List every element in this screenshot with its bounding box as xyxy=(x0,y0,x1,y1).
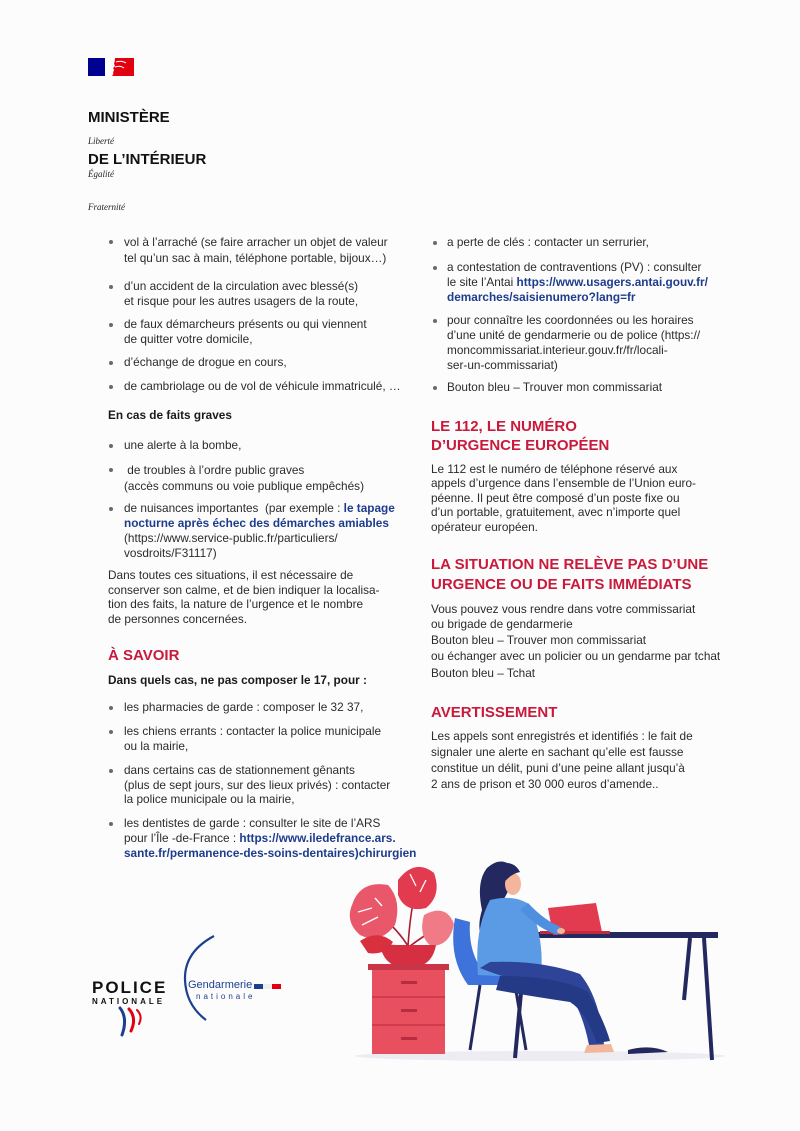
plant-icon xyxy=(350,867,454,954)
list-item-text: une alerte à la bombe, xyxy=(124,438,242,452)
list-item-lost-keys xyxy=(432,235,649,250)
bullet-icon xyxy=(433,319,437,323)
non-urgent-line-1: Vous pouvez vous rendre dans votre commissariat ou brigade de gendarmerie xyxy=(431,602,696,631)
list-item-text: vol à l’arraché (se faire arracher un objet de valeur tel qu’un sac à main, téléphone portable, bijoux…) xyxy=(124,235,388,265)
list-item-text: a perte de clés : contacter un serrurier, xyxy=(447,235,649,249)
list-item-text: de cambriolage ou de vol de véhicule immatriculé, … xyxy=(124,379,401,393)
gendarmerie-logo-line-2: nationale xyxy=(196,992,256,1001)
list-item-text: les chiens errants : contacter la police municipale ou la mairie, xyxy=(124,724,382,753)
list-item-text: de faux démarcheurs présents ou qui viennent de quitter votre domicile, xyxy=(124,317,367,346)
bullet-icon xyxy=(433,241,437,245)
dentists-link[interactable]: https://www.iledefrance.ars. sante.fr/permanence-des-soins-dentaires)chirurgien xyxy=(124,831,417,860)
marianne-logo xyxy=(88,57,134,78)
list-item-text: pour connaître les coordonnées ou les horaires d’une unité de gendarmerie ou de police (https:// moncommissariat.interieur.gouv.fr/fr/locali- ser-un-commissariat) xyxy=(447,313,701,372)
bullet-icon xyxy=(109,706,113,710)
police-nationale-logo xyxy=(92,979,167,1007)
tricolor-flag-icon xyxy=(254,984,281,989)
police-logo-line-1: POLICE xyxy=(92,978,168,997)
list-item-text: Bouton bleu – Trouver mon commissariat xyxy=(447,380,663,394)
republic-motto xyxy=(88,114,125,224)
a-savoir-heading: À SAVOIR xyxy=(108,647,180,664)
list-item-contacts xyxy=(432,313,700,373)
list-item-parking xyxy=(108,763,390,807)
list-item-drug-exchange xyxy=(108,355,287,370)
list-item-stray-dogs xyxy=(108,724,381,754)
list-item-text: d’un accident de la circulation avec blessé(s) et risque pour les autres usagers de la route, xyxy=(124,279,359,308)
motto-liberte: Liberté xyxy=(88,136,114,146)
police-logo-line-2: NATIONALE xyxy=(92,997,166,1006)
list-item-text: de troubles à l’ordre public graves (accès communs ou voie publique empêchés) xyxy=(124,463,364,493)
section-112-heading: LE 112, LE NUMÉRO D’URGENCE EUROPÉEN xyxy=(431,418,610,454)
ministry-line-1: MINISTÈRE xyxy=(88,109,170,126)
list-item-snatch-theft xyxy=(108,234,388,266)
bullet-icon xyxy=(109,822,113,826)
bullet-icon xyxy=(109,361,113,365)
warning-body: Les appels sont enregistrés et identifiés : le fait de signaler une alerte en sachant qu’elle est fausse constitue un délit, puni d’une peine allant jusqu’à 2 ans de prison et 30 000 euros d’amende.. xyxy=(431,729,693,791)
list-item-text xyxy=(447,260,708,305)
list-item-fines xyxy=(432,260,708,305)
gendarmerie-nationale-logo xyxy=(188,979,255,1002)
nuisance-highlight: le tapage nocturne après échec des démarches amiables xyxy=(124,501,395,530)
list-item-burglary xyxy=(108,379,401,394)
a-savoir-intro: Dans quels cas, ne pas composer le 17, pour : xyxy=(108,673,367,687)
nuisance-url: (https://www.service-public.fr/particuliers/ vosdroits/F31117) xyxy=(124,531,338,560)
bullet-icon xyxy=(109,507,113,511)
list-item-text: dans certains cas de stationnement gênants (plus de sept jours, sur des lieux privés) : contacter la police municipale ou la mairie, xyxy=(124,763,391,807)
antai-link[interactable]: https://www.usagers.antai.gouv.fr/ demarches/saisienumero?lang=fr xyxy=(447,275,708,304)
list-item-text xyxy=(124,501,395,561)
bullet-icon xyxy=(109,285,113,289)
list-item-public-order xyxy=(108,462,364,494)
non-urgent-line-2: ou échanger avec un policier ou un gendarme par tchat xyxy=(431,649,721,663)
section-112-body: Le 112 est le numéro de téléphone réservé aux appels d’urgence dans l’ensemble de l’Union euro- péenne. Il peut être composé d’un poste fixe ou d’un portable, gratuitement, avec n’importe quel opérateur européen. xyxy=(431,462,696,534)
gendarmerie-logo-line-1: Gendarmerie xyxy=(188,979,253,991)
serious-facts-heading: En cas de faits graves xyxy=(108,408,232,422)
gendarmerie-arc-icon xyxy=(178,932,218,1024)
woman-figure xyxy=(477,861,668,1054)
warning-heading: AVERTISSEMENT xyxy=(431,704,558,721)
situations-paragraph: Dans toutes ces situations, il est nécessaire de conserver son calme, et de bien indiquer la localisa- tion des faits, la nature de l’urgence et le nombre de personnes concernées. xyxy=(108,568,380,626)
non-urgent-find-station: Bouton bleu – Trouver mon commissariat xyxy=(431,633,647,647)
drawer-cabinet xyxy=(368,964,449,1054)
list-item-bomb-alert xyxy=(108,438,241,453)
bullet-icon xyxy=(109,385,113,389)
fines-text: a contestation de contraventions (PV) : consulter le site l’Antai xyxy=(447,260,702,289)
bullet-icon xyxy=(109,444,113,448)
motto-egalite: Égalité xyxy=(88,169,114,179)
list-item-road-accident xyxy=(108,279,358,309)
police-flame-icon xyxy=(112,1006,148,1038)
bullet-icon xyxy=(109,730,113,734)
list-item-text: d’échange de drogue en cours, xyxy=(124,355,287,369)
nuisance-text: de nuisances importantes (par exemple : xyxy=(124,501,344,515)
woman-at-desk-illustration xyxy=(330,850,730,1065)
bullet-icon xyxy=(433,386,437,390)
list-item-text: les pharmacies de garde : composer le 32 37, xyxy=(124,700,364,714)
list-item-pharmacies xyxy=(108,700,363,715)
bullet-icon xyxy=(109,323,113,327)
list-item-fake-canvassers xyxy=(108,317,367,347)
list-item-find-station xyxy=(432,380,662,395)
ministry-line-2: DE L’INTÉRIEUR xyxy=(88,151,207,168)
motto-fraternite: Fraternité xyxy=(88,202,125,212)
bullet-icon xyxy=(109,240,113,244)
dentists-text: les dentistes de garde : consulter le site de l’ARS pour l’Île -de-France : xyxy=(124,816,381,845)
bullet-icon xyxy=(109,468,113,472)
bullet-icon xyxy=(109,769,113,773)
list-item-nuisances xyxy=(108,501,395,561)
non-urgent-heading: LA SITUATION NE RELÈVE PAS D’UNE URGENCE OU DE FAITS IMMÉDIATS xyxy=(431,556,709,593)
bullet-icon xyxy=(433,266,437,270)
non-urgent-chat: Bouton bleu – Tchat xyxy=(431,666,536,680)
